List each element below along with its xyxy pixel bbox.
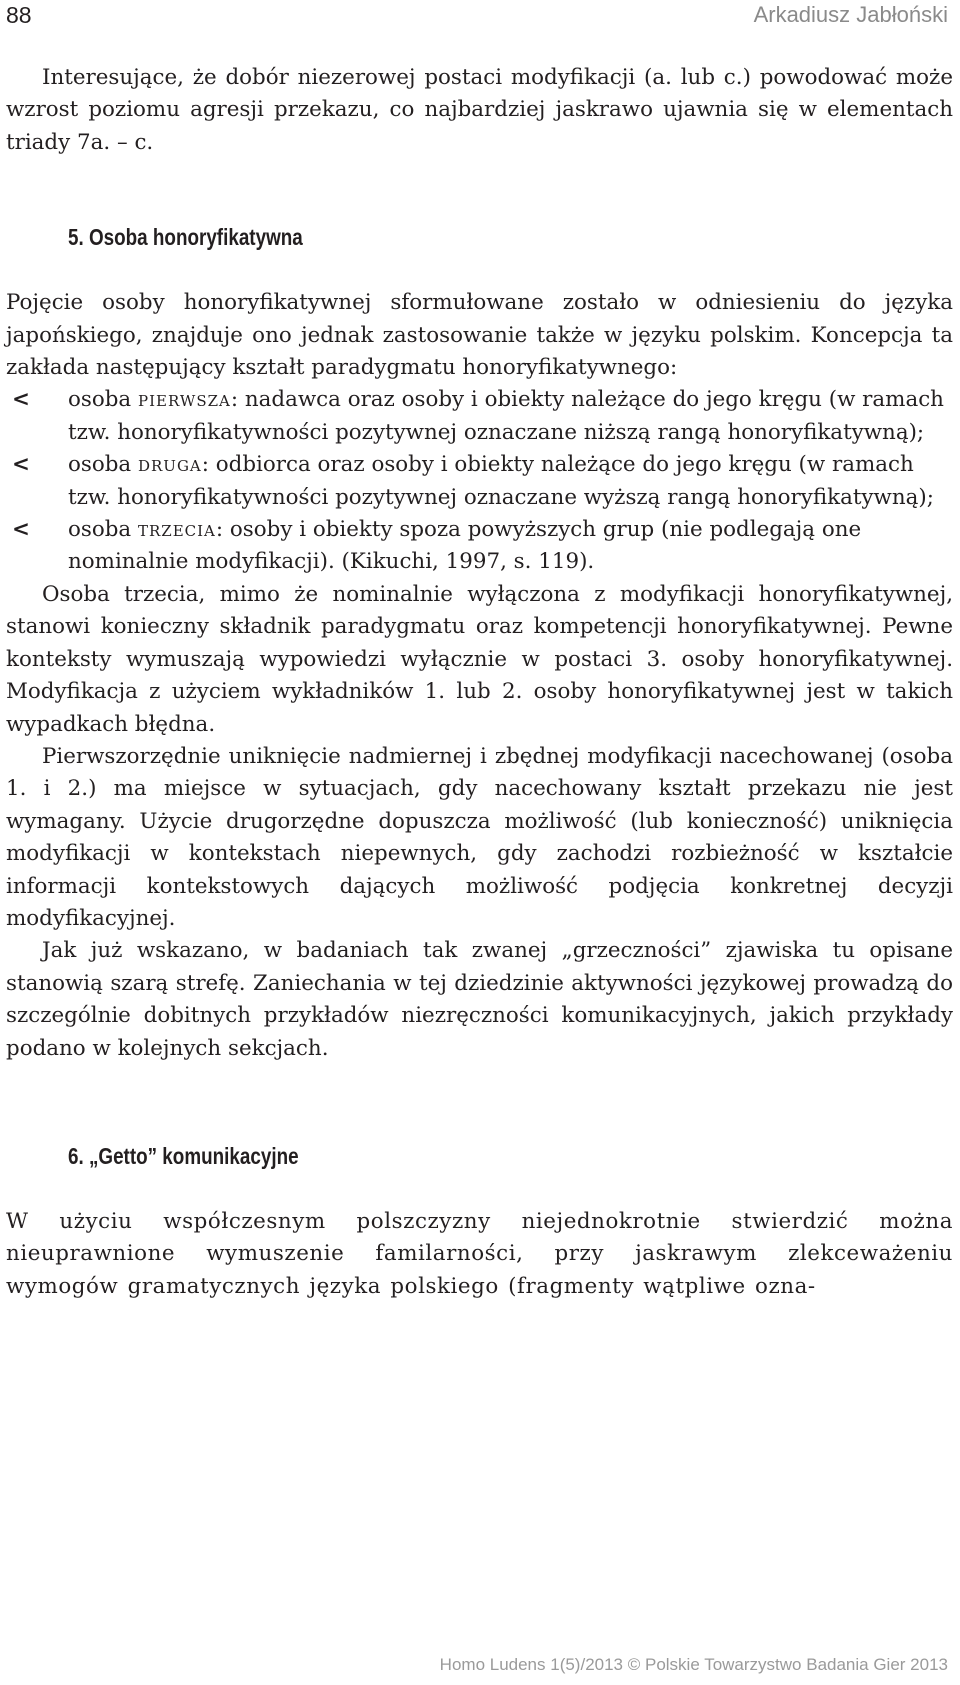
running-author: Arkadiusz Jabłoński xyxy=(753,2,948,27)
section-6-paragraph-1: W użyciu współczesnym polszczyzny niejednokrotnie stwierdzić można nieuprawnione wymuszenie familarności, przy jaskrawym zlekceważeniu wymogów gramatycznych języka polskiego (fragmenty wątpliwe ozna- xyxy=(6,1208,953,1299)
section-5-paragraph-1: Pojęcie osoby honoryfikatywnej sformułowane zostało w odniesieniu do języka japońskiego, znajduje ono jednak zastosowanie także w języku polskim. Koncepcja ta zakłada następujący kształt paradygmatu honoryfikatywnego: xyxy=(6,290,953,381)
list-item-text: : nadawca oraz osoby i obiekty należące do jego kręgu (w ramach tzw. honoryfikatywności pozytywnej oznaczane niższą rangą honoryfikatywną); xyxy=(68,387,944,445)
running-header xyxy=(6,0,948,28)
list-item-text: : osoby i obiekty spoza powyższych grup (nie podlegają one nominalnie modyfikacji). (Kikuchi, 1997, s. 119). xyxy=(68,517,862,575)
section-5-heading: 5. Osoba honoryfikatywna xyxy=(68,224,303,251)
list-item-prefix: osoba xyxy=(68,452,138,478)
role-term: druga xyxy=(137,452,202,478)
role-term: pierwsza xyxy=(137,387,231,413)
section-6-heading: 6. „Getto” komunikacyjne xyxy=(68,1142,299,1169)
section-5-paragraph-4: Jak już wskazano, w badaniach tak zwanej „grzeczności” zjawiska tu opisane stanowią szarą strefę. Zaniechania w tej dziedzinie aktywności językowej prowadzą do szczególnie dobitnych przykładów niezręczności komunikacyjnych, jakich przykłady podano w kolejnych sekcjach. xyxy=(6,938,953,1061)
list-item xyxy=(6,514,953,579)
section-5-paragraph-3: Pierwszorzędnie uniknięcie nadmiernej i zbędnej modyfikacji nacechowanej (osoba 1. i 2.) ma miejsce w sytuacjach, gdy nacechowany kształt przekazu nie jest wymagany. Użycie drugorzędne dopuszcza możliwość (lub konieczność) uniknięcia modyfikacji w kontekstach niepewnych, gdy zachodzi rozbieżność w kształcie informacji kontekstowych dających możliwość podjęcia konkretnej decyzji modyfikacyjnej. xyxy=(6,743,953,931)
list-item-prefix: osoba xyxy=(68,387,138,413)
triangle-bullet-icon: < xyxy=(12,387,30,413)
page-footer: Homo Ludens 1(5)/2013 © Polskie Towarzystwo Badania Gier 2013 xyxy=(439,1655,948,1674)
list-item xyxy=(6,449,953,514)
section-5-paragraph-2: Osoba trzecia, mimo że nominalnie wyłączona z modyfikacji honoryfikatywnej, stanowi konieczny składnik paradygmatu oraz kompetencji honoryfikatywnej. Pewne konteksty wymuszają wypowiedzi wyłącznie w postaci 3. osoby honoryfikatywnej. Modyfikacja z użyciem wykładników 1. lub 2. osoby honoryfikatywnej jest w takich wypadkach błędna. xyxy=(6,581,953,737)
triangle-bullet-icon: < xyxy=(12,517,30,543)
list-item-prefix: osoba xyxy=(68,517,138,543)
role-term: trzecia xyxy=(137,517,216,543)
list-item-text: : odbiorca oraz osoby i obiekty należące do jego kręgu (w ramach tzw. honoryfikatywności pozytywnej oznaczane wyższą rangą honoryfikatywną); xyxy=(68,452,934,510)
page-number: 88 xyxy=(6,2,32,28)
intro-paragraph: Interesujące, że dobór niezerowej postaci modyfikacji (a. lub c.) powodować może wzrost poziomu agresji przekazu, co najbardziej jaskrawo ujawnia się w elementach triady 7a. – c. xyxy=(6,65,953,155)
page-body xyxy=(6,62,953,1303)
list-item xyxy=(6,384,953,449)
triangle-bullet-icon: < xyxy=(12,452,30,478)
honorific-person-list xyxy=(6,384,953,578)
